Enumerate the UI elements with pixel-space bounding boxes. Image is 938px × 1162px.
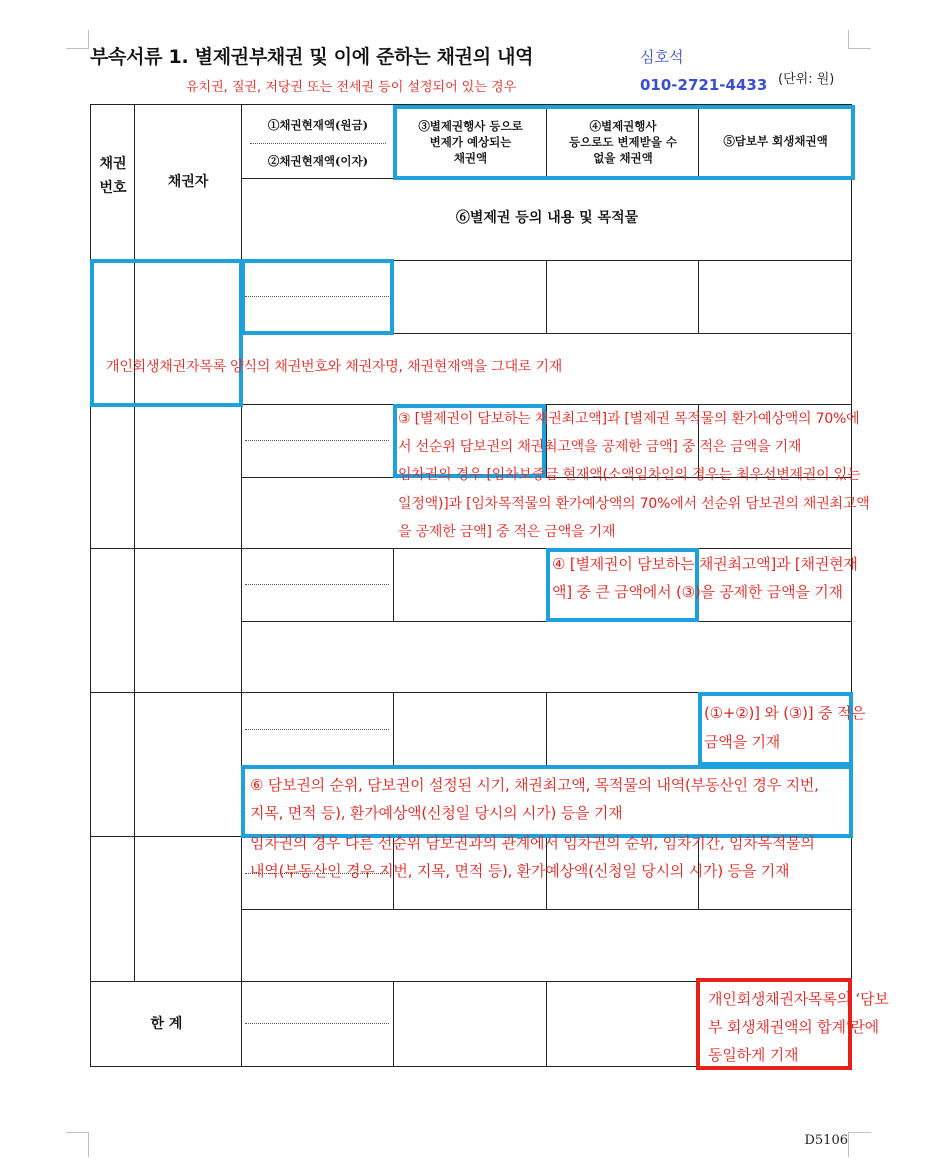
highlight-r1-col1 <box>241 259 394 335</box>
dotted-divider-header <box>250 143 386 144</box>
note-col3-line3: 임차권의 경우 [임차보증금 현재액(소액임차인의 경우는 최우선변제권이 있는 <box>398 467 861 483</box>
note-col6-line1: ⑥ 담보권의 순위, 담보권이 설정된 시기, 채권최고액, 목적물의 내역(부동산인 경우 지번, <box>250 776 819 794</box>
row-line-909 <box>241 909 852 910</box>
header-col4: ④별제권행사 등으로도 변제받을 수 없을 채권액 <box>569 119 677 165</box>
row-line-548 <box>90 548 852 549</box>
note-col3-line4: 일정액)]과 [임차목적물의 환가예상액의 70%에서 선순위 담보권의 채권최고액 <box>398 496 870 512</box>
note-col4-line1: ④ [별제권이 담보하는 채권최고액]과 [채권현재 <box>552 555 858 573</box>
highlight-r1-number-creditor <box>90 259 243 407</box>
table-border-left <box>90 104 91 1067</box>
note-col3-line2: 서 선순위 담보권의 채권최고액을 공제한 금액] 중 적은 금액을 기재 <box>398 439 802 455</box>
header-col2-interest: ②채권현재액(이자) <box>267 154 369 168</box>
note-col3-line1: ③ [별제권이 담보하는 채권최고액]과 [별제권 목적물의 환가예상액의 70%에 <box>398 411 860 427</box>
corner-mark-bottom-right <box>848 1132 871 1157</box>
col-line-1 <box>134 104 135 981</box>
dotted-divider-r4 <box>245 729 389 730</box>
corner-mark-top-right <box>848 30 871 49</box>
contact-phone: 010-2721-4433 <box>640 76 768 94</box>
col-line-3-r3 <box>393 548 394 621</box>
col-line-3-total <box>393 981 394 1067</box>
note-col6-line2: 지목, 면적 등), 환가예상액(신청일 당시의 시가) 등을 기재 <box>250 804 623 822</box>
col-line-4-total <box>546 981 547 1067</box>
table-border-right <box>851 104 852 1067</box>
dotted-divider-r2 <box>245 440 389 441</box>
col-line-5-r1 <box>698 260 699 333</box>
note-total-line2: 부 회생채권액의 합계’란에 <box>708 1018 879 1036</box>
note-col3-line5: 을 공제한 금액] 중 적은 금액을 기재 <box>398 524 616 540</box>
form-code: D5106 <box>804 1133 848 1148</box>
note-col5-line2: 금액을 기재 <box>704 733 781 751</box>
note-creditor-list: 개인회생채권자목록 양식의 채권번호와 채권자명, 채권현재액을 그대로 기재 <box>106 359 563 375</box>
corner-mark-bottom-left <box>66 1132 89 1157</box>
contact-name: 심호석 <box>640 48 684 66</box>
header-col1-principal: ①채권현재액(원금) <box>267 118 369 132</box>
dotted-divider-r3 <box>245 584 389 585</box>
header-col5: ⑤담보부 회생채권액 <box>723 134 828 148</box>
header-creditor: 채권자 <box>167 174 209 190</box>
highlight-header-col3-5 <box>393 105 855 180</box>
note-total-line1: 개인회생채권자목록의 ‘담보 <box>708 990 889 1008</box>
note-col5-line1: (①+②)] 와 (③)] 중 적은 <box>704 704 866 722</box>
note-lease-line1: 임차권의 경우 다른 선순위 담보권과의 관계에서 임차권의 순위, 임차기간, 임차목적물의 <box>250 834 815 852</box>
header-bond-number: 채권 번호 <box>99 156 127 196</box>
col-line-3-r4 <box>393 692 394 765</box>
note-lease-line2: 내역(부동산인 경우 지번, 지목, 면적 등), 환가예상액(신청일 당시의 시가) 등을 기재 <box>250 862 790 880</box>
col-line-4-r4 <box>546 692 547 765</box>
total-row-label: 한 계 <box>150 1016 183 1032</box>
dotted-divider-total <box>245 1023 389 1024</box>
header-col6: ⑥별제권 등의 내용 및 목적물 <box>455 210 639 226</box>
page-subtitle: 유치권, 질권, 저당권 또는 전세권 등이 설정되어 있는 경우 <box>186 80 517 95</box>
note-col4-line2: 액] 중 큰 금액에서 (③)을 공제한 금액을 기재 <box>552 583 843 601</box>
col-line-4-r1 <box>546 260 547 333</box>
unit-label: (단위: 원) <box>778 72 835 87</box>
page-title: 부속서류 1. 별제권부채권 및 이에 준하는 채권의 내역 <box>90 46 534 68</box>
col-line-2 <box>241 104 242 1067</box>
header-col3: ③별제권행사 등으로 변제가 예상되는 채권액 <box>418 119 523 165</box>
note-total-line3: 동일하게 기재 <box>708 1046 799 1064</box>
corner-mark-top-left <box>66 30 89 49</box>
